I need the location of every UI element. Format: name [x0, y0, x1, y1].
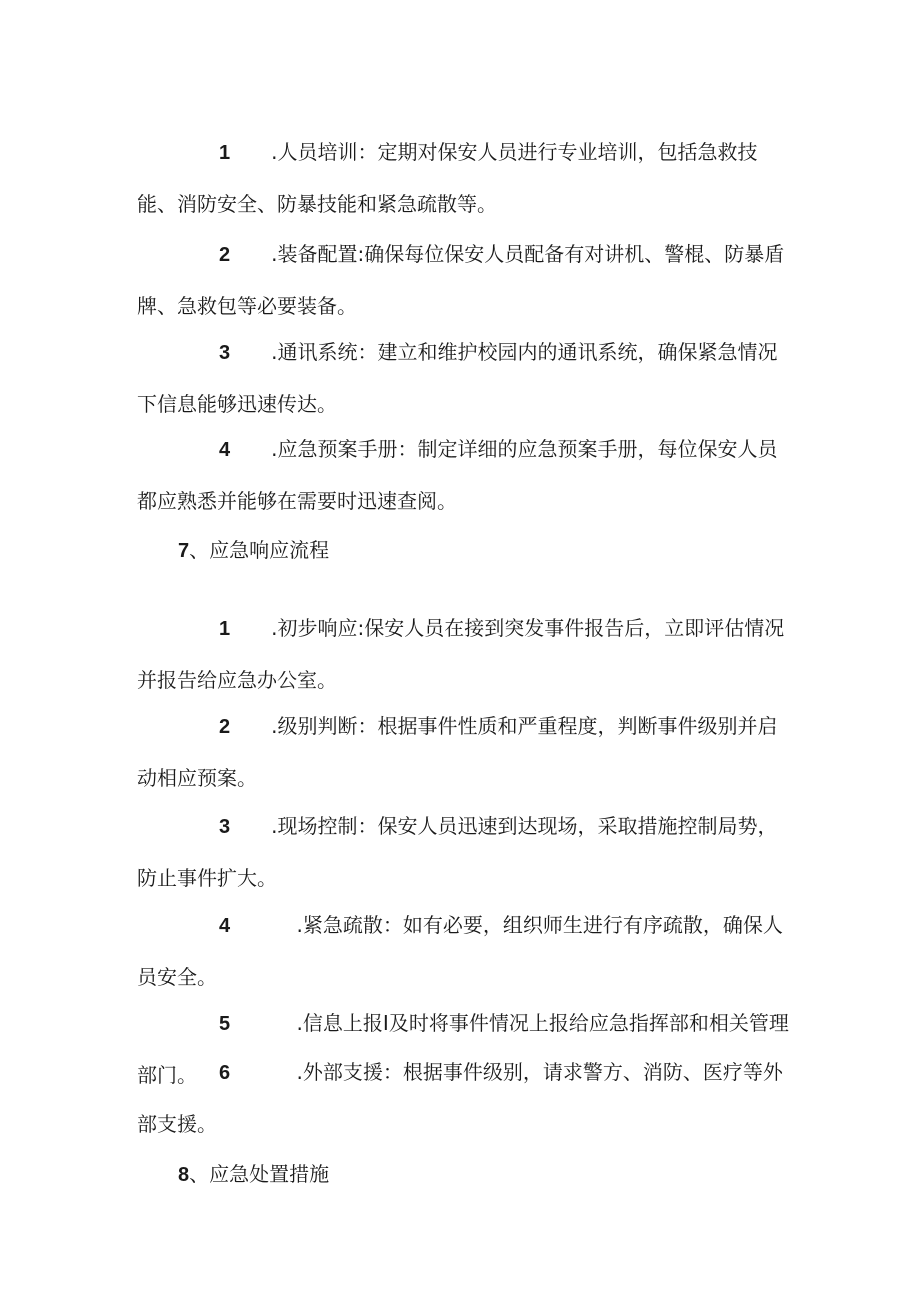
- item-number: 1: [219, 142, 231, 164]
- item-number: 2: [219, 716, 231, 738]
- item-text: 初步响应:保安人员在接到突发事件报告后，立即评估情况并报告给应急办公室。: [137, 616, 785, 692]
- item-number: 2: [219, 244, 231, 266]
- section-heading-response-process: [178, 525, 329, 577]
- item-text: 紧急疏散：如有必要，组织师生进行有序疏散，确保人员安全。: [137, 913, 783, 989]
- item-text: 级别判断：根据事件性质和严重程度，判断事件级别并启动相应预案。: [137, 714, 778, 790]
- heading-title: 、应急处置措施: [189, 1162, 330, 1186]
- item-text: 通讯系统：建立和维护校园内的通讯系统，确保紧急情况下信息能够迅速传达。: [137, 340, 778, 416]
- item-external-support: [137, 1047, 797, 1150]
- item-separator: .: [271, 913, 303, 937]
- item-separator: .: [271, 814, 278, 838]
- item-training: [137, 127, 797, 230]
- item-site-control: [137, 801, 797, 904]
- item-number: 3: [219, 342, 231, 364]
- item-number: 4: [219, 915, 231, 937]
- item-text: 信息上报I及时将事件情况上报给应急指挥部和相关管理部门。: [137, 1011, 789, 1087]
- item-number: 1: [219, 618, 231, 640]
- item-number: 3: [219, 816, 231, 838]
- item-manual: [137, 424, 797, 527]
- item-number: 6: [219, 1062, 231, 1084]
- item-number: 5: [219, 1013, 231, 1035]
- item-level-judgment: [137, 701, 797, 804]
- item-separator: .: [271, 616, 278, 640]
- item-equipment: [137, 229, 797, 332]
- item-separator: .: [271, 140, 278, 164]
- item-text: 人员培训：定期对保安人员进行专业培训，包括急救技能、消防安全、防暴技能和紧急疏散等。: [137, 140, 758, 216]
- item-separator: .: [271, 714, 278, 738]
- item-separator: .: [271, 242, 278, 266]
- item-text: 现场控制：保安人员迅速到达现场，采取措施控制局势，防止事件扩大。: [137, 814, 778, 890]
- item-separator: .: [271, 1011, 303, 1035]
- item-evacuation: [137, 900, 797, 1003]
- section-heading-disposal-measures: [178, 1149, 329, 1201]
- item-text: 装备配置:确保每位保安人员配备有对讲机、警棍、防暴盾牌、急救包等必要装备。: [137, 242, 785, 318]
- item-initial-response: [137, 603, 797, 706]
- heading-number: 8: [178, 1164, 190, 1186]
- item-text: 应急预案手册：制定详细的应急预案手册，每位保安人员都应熟悉并能够在需要时迅速查阅。: [137, 437, 778, 513]
- item-text: 外部支援：根据事件级别，请求警方、消防、医疗等外部支援。: [137, 1060, 783, 1136]
- item-separator: .: [271, 1060, 303, 1084]
- item-separator: .: [271, 437, 278, 461]
- heading-number: 7: [178, 540, 190, 562]
- item-number: 4: [219, 439, 231, 461]
- item-communication: [137, 327, 797, 430]
- item-separator: .: [271, 340, 278, 364]
- heading-title: 、应急响应流程: [189, 538, 330, 562]
